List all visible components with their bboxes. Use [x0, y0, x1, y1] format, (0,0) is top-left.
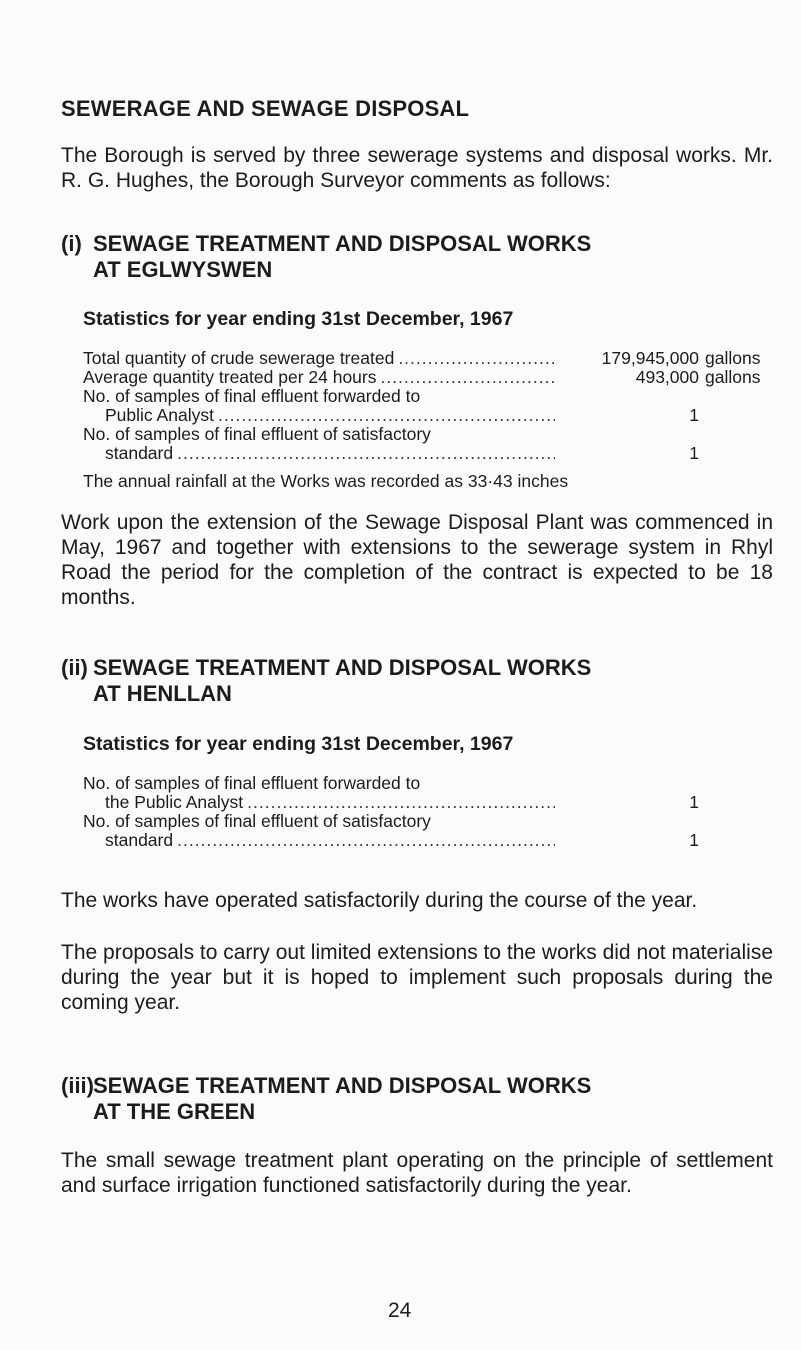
page-number: 24 [388, 1299, 412, 1322]
stats-row-label: Public Analyst [105, 405, 214, 425]
stats-row-label: No. of samples of final effluent of satisfactory [83, 811, 431, 831]
stats-row [83, 793, 773, 812]
intro-paragraph: The Borough is served by three sewerage systems and disposal works. Mr. R. G. Hughes, the Borough Surveyor comments as follows: [61, 144, 773, 192]
section2-paragraph-1: The works have operated satisfactorily during the course of the year. [61, 889, 698, 912]
stats-row-label: standard [105, 830, 174, 850]
stats-row-unit: gallons [705, 348, 761, 368]
stats-row-label: standard [105, 443, 174, 463]
stats-row-label: Total quantity of crude sewerage treated [83, 348, 395, 368]
stats-row [83, 406, 773, 425]
section2-paragraph-2: The proposals to carry out limited extensions to the works did not materialise during the year but it is hoped to implement such proposals during the coming year. [61, 941, 774, 1014]
section3-heading-line2: AT THE GREEN [93, 1099, 256, 1124]
leader-dots [398, 349, 555, 368]
stats-row-label: No. of samples of final effluent forwarded to [83, 773, 421, 793]
stats-row-value: 493,000 [635, 367, 699, 387]
section2-numeral: (ii) [61, 655, 88, 680]
section1-stats-title: Statistics for year ending 31st December, 1967 [83, 308, 514, 330]
stats-row [83, 425, 773, 444]
section2-heading-line1: SEWAGE TREATMENT AND DISPOSAL WORKS [93, 655, 592, 680]
page-title: SEWERAGE AND SEWAGE DISPOSAL [61, 96, 470, 121]
stats-row-value: 1 [689, 830, 699, 850]
stats-row-label: No. of samples of final effluent of satisfactory [83, 424, 431, 444]
stats-row [83, 831, 773, 850]
stats-row-value: 1 [689, 405, 699, 425]
section3-heading-line1: SEWAGE TREATMENT AND DISPOSAL WORKS [93, 1073, 592, 1098]
stats-row-label: Average quantity treated per 24 hours [83, 367, 377, 387]
section1-paragraph: Work upon the extension of the Sewage Disposal Plant was commenced in May, 1967 and together with extensions to the sewerage system in Rhyl Road the period for the completion of the contract is expected to be 18 months. [61, 511, 773, 609]
leader-dots [247, 793, 555, 812]
stats-row-unit: gallons [705, 367, 761, 387]
stats-row-value: 1 [689, 443, 699, 463]
leader-dots [218, 406, 555, 425]
stats-row-value: 179,945,000 [601, 348, 699, 368]
leader-dots [177, 444, 555, 463]
section1-heading-line2: AT EGLWYSWEN [93, 257, 273, 282]
section3-numeral: (iii) [61, 1073, 94, 1098]
leader-dots [380, 368, 555, 387]
stats-row [83, 812, 773, 831]
section2-heading-line2: AT HENLLAN [93, 681, 232, 706]
leader-dots [177, 831, 555, 850]
stats-row [83, 774, 773, 793]
section2-stats-table [83, 774, 773, 850]
stats-row [83, 387, 773, 406]
stats-row-value: 1 [689, 792, 699, 812]
stats-row-label: No. of samples of final effluent forwarded to [83, 386, 421, 406]
rainfall-note: The annual rainfall at the Works was recorded as 33·43 inches [83, 471, 569, 491]
stats-row [83, 349, 773, 368]
section1-numeral: (i) [61, 231, 82, 256]
section1-heading-line1: SEWAGE TREATMENT AND DISPOSAL WORKS [93, 231, 592, 256]
stats-row [83, 444, 773, 463]
section3-paragraph: The small sewage treatment plant operating on the principle of settlement and surface irrigation functioned satisfactorily during the year. [61, 1149, 773, 1197]
section2-stats-title: Statistics for year ending 31st December, 1967 [83, 733, 514, 755]
section1-stats-table [83, 349, 773, 463]
stats-row [83, 368, 773, 387]
stats-row-label: the Public Analyst [105, 792, 244, 812]
